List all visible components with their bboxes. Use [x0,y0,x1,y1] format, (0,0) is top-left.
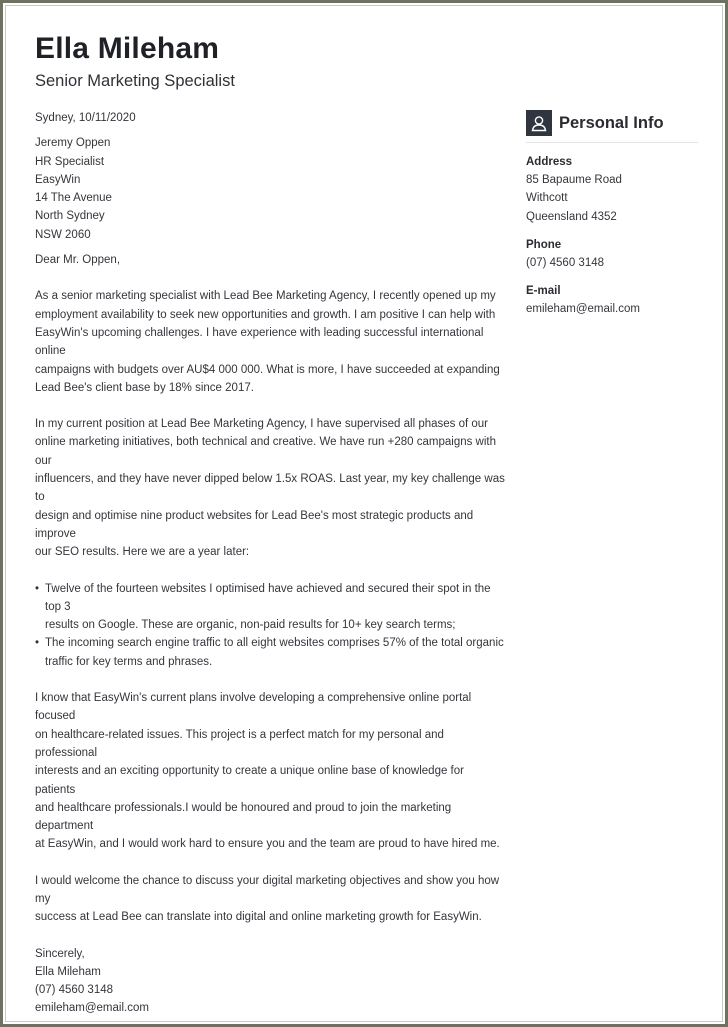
recipient-block [35,134,505,244]
phone-label: Phone [526,238,562,251]
paragraph-4 [35,872,505,927]
text-line: influencers, and they have never dipped below 1.5x ROAS. Last year, my key challenge was to [35,473,505,504]
address-label: Address [526,156,573,168]
text-line: on healthcare-related issues. This project is a perfect match for my personal and professional [35,728,444,759]
text-line: Lead Bee's client base by 18% since 2017. [35,381,254,394]
text-line: • The incoming search engine traffic to all eight websites comprises 57% of the total organic [45,637,504,650]
achievements-list [35,580,505,671]
user-icon [526,110,552,136]
text-line: traffic for key terms and phrases. [45,655,213,668]
text-line: design and optimise nine product websites for Lead Bee's most strategic products and improve [35,509,474,540]
text-line: interests and an exciting opportunity to create a unique online base of knowledge for patients [35,765,464,796]
text-line: campaigns with budgets over AU$4 000 000. What is more, I have succeeded at expanding [35,363,500,376]
list-item [35,634,505,671]
text-line: success at Lead Bee can translate into digital and online marketing growth for EasyWin. [35,911,482,924]
recipient-line: NSW 2060 [35,228,91,241]
recipient-line: EasyWin [35,173,81,186]
paragraph-2 [35,415,505,561]
address-line: Withcott [526,192,568,205]
closing-line: Sincerely, [35,947,85,960]
salutation: Dear Mr. Oppen, [35,254,121,267]
text-line: I would welcome the chance to discuss your digital marketing objectives and show you how my [35,874,500,905]
signature-phone: (07) 4560 3148 [35,984,114,997]
list-item [35,580,505,635]
email-value: emileham@email.com [526,303,640,316]
personal-info-sidebar [526,110,698,318]
recipient-line: HR Specialist [35,155,105,168]
text-line: and healthcare professionals.I would be honoured and proud to join the marketing department [35,801,452,833]
closing-block [35,945,505,1018]
phone-value: (07) 4560 3148 [526,256,605,269]
text-line: employment availability to seek new opportunities and growth. I am positive I can help with [35,308,496,321]
email-label: E-mail [526,285,561,298]
date-line: Sydney, 10/11/2020 [35,112,136,124]
address-line: Queensland 4352 [526,210,617,223]
text-line: at EasyWin, and I would work hard to ensure you and the team are proud to have hired me. [35,838,500,851]
paragraph-3 [35,689,505,854]
text-line: As a senior marketing specialist with Lead Bee Marketing Agency, I recently opened up my [35,290,496,303]
recipient-line: North Sydney [35,210,105,223]
text-line: • Twelve of the fourteen websites I optimised have achieved and secured their spot in the top 3 [45,582,491,613]
text-line: EasyWin's upcoming challenges. I have experience with leading successful international online [35,326,484,358]
paragraph-1 [35,287,505,397]
letter-body [35,109,505,1018]
applicant-job-title: Senior Marketing Specialist [35,72,235,90]
applicant-name: Ella Mileham [35,32,220,65]
personal-info-heading: Personal Info [559,113,664,132]
recipient-line: Jeremy Oppen [35,137,111,150]
personal-info-header [526,110,698,143]
text-line: I know that EasyWin's current plans involve developing a comprehensive online portal focused [35,692,472,723]
text-line: online marketing initiatives, both technical and creative. We have run +280 campaigns with our [35,436,497,467]
text-line: In my current position at Lead Bee Marketing Agency, I have supervised all phases of our [35,418,489,431]
signature-name: Ella Mileham [35,965,101,978]
text-line: our SEO results. Here we are a year later: [35,546,250,559]
text-line: results on Google. These are organic, non-paid results for 10+ key search terms; [45,619,456,632]
address-line: 85 Bapaume Road [526,174,622,186]
signature-email: emileham@email.com [35,1002,149,1015]
recipient-line: 14 The Avenue [35,192,112,205]
